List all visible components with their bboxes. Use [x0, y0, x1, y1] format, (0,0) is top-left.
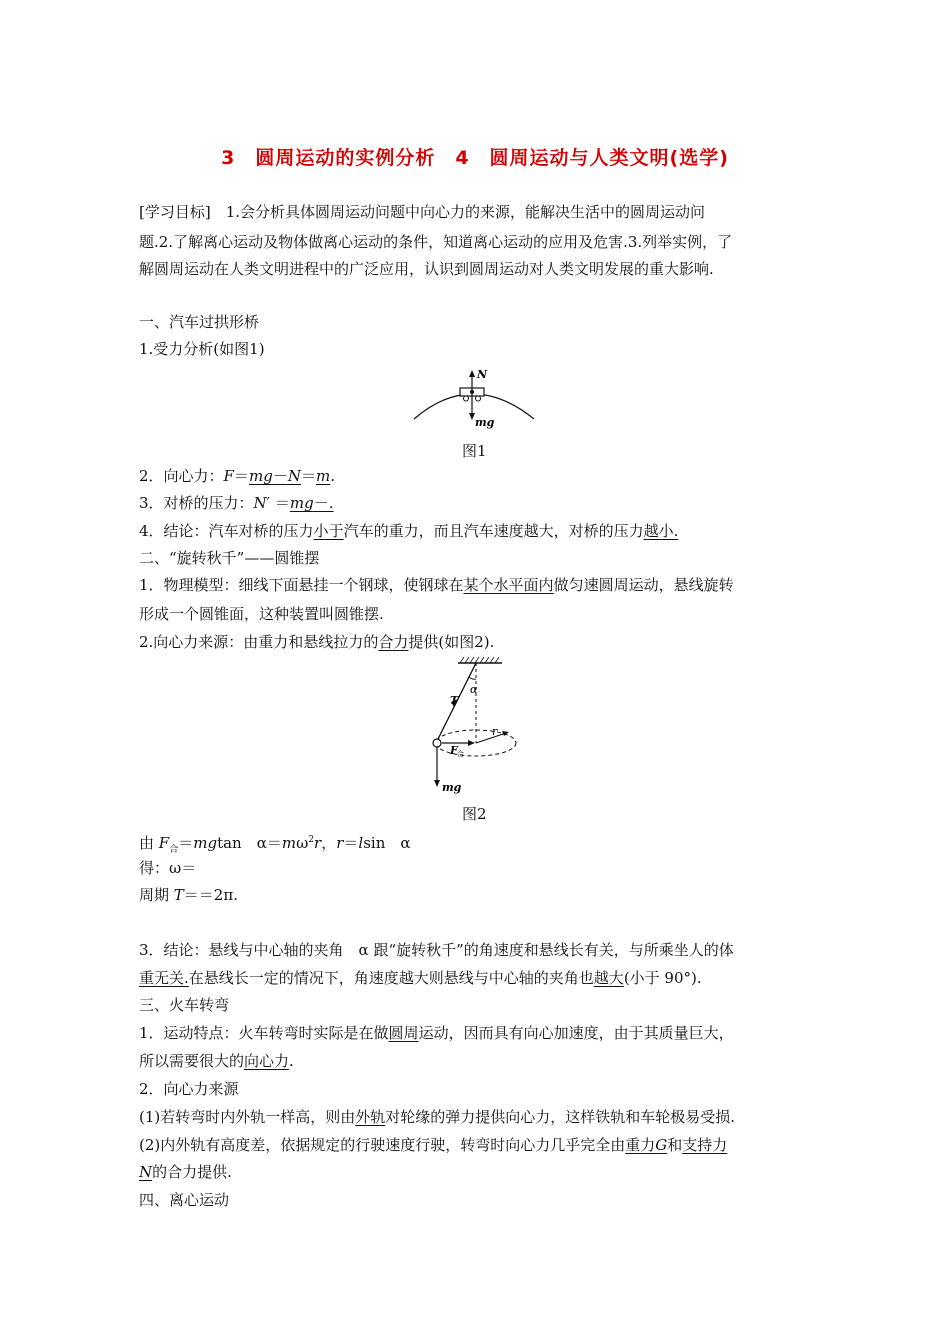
pendulum-item-1-line-1: 1．物理模型：细线下面悬挂一个钢球，使钢球在某个水平面内做匀速圆周运动，悬线旋转	[139, 576, 734, 594]
radius-arrowhead	[502, 731, 509, 736]
pendulum-period-result: 周期 T＝＝2π.	[139, 886, 238, 904]
car-wheel-right	[476, 396, 481, 401]
train-item-1-line-1: 1．运动特点：火车转弯时实际是在做圆周运动，因而具有向心加速度，由于其质量巨大，	[139, 1024, 734, 1042]
figure-2-caption: 图2	[462, 805, 487, 823]
pendulum-ball	[433, 739, 441, 747]
section-heading-train-turn: 三、火车转弯	[139, 996, 230, 1014]
figure-1-caption: 图1	[462, 442, 487, 460]
bridge-item-2: 2．向心力：F＝mg－N＝m.	[139, 467, 335, 485]
figure-2-conical-pendulum	[420, 655, 530, 800]
pendulum-item-2: 2.向心力来源：由重力和悬线拉力的合力提供(如图2).	[139, 633, 495, 651]
pendulum-force-equation: 由 $F_合=mgtan$ $\alpha=m\omega^2r$，r＝lsin α	[139, 834, 411, 855]
pendulum-omega-result: 得：ω＝	[139, 859, 197, 877]
train-item-2: 2．向心力来源	[139, 1080, 239, 1098]
radius-line	[476, 733, 506, 743]
net-force-label: F	[450, 744, 458, 757]
bridge-item-4: 4．结论：汽车对桥的压力小于汽车的重力，而且汽车速度越大，对桥的压力越小.	[139, 522, 679, 540]
section-heading-conical-pendulum: 二、“旋转秋千”——圆锥摆	[139, 549, 320, 567]
section-heading-centrifugal-motion: 四、离心运动	[139, 1191, 230, 1209]
train-item-2-sub-2-line-1: (2)内外轨有高度差，依据规定的行驶速度行驶，转弯时向心力几乎完全由重力G和支持力	[139, 1136, 728, 1154]
train-item-2-sub-1: (1)若转弯时内外轨一样高，则由外轨对轮缘的弹力提供向心力，这样铁轨和车轮极易受损.	[139, 1108, 736, 1126]
radius-label: r	[492, 725, 498, 738]
pendulum-gravity-arrowhead	[434, 780, 440, 787]
angle-arc	[469, 677, 476, 679]
pendulum-conclusion-line-2: 重无关.在悬线长一定的情况下，角速度越大则悬线与中心轴的夹角也越大(小于 90°).	[139, 969, 702, 987]
net-force-subscript: 合	[457, 750, 464, 758]
pendulum-item-1-line-2: 形成一个圆锥面，这种装置叫圆锥摆.	[139, 605, 384, 623]
bridge-item-1: 1.受力分析(如图1)	[139, 340, 265, 358]
objectives-line-1: [学习目标] 1.会分析具体圆周运动问题中向心力的来源，能解决生活中的圆周运动问	[139, 203, 706, 221]
train-item-2-sub-2-line-2: N的合力提供.	[139, 1163, 232, 1181]
section-heading-bridge: 一、汽车过拱形桥	[139, 313, 260, 331]
car-center-point	[470, 390, 474, 394]
angle-alpha-label: α	[470, 683, 478, 696]
page-title: 3 圆周运动的实例分析 4 圆周运动与人类文明(选学)	[221, 147, 729, 169]
car-wheel-left	[464, 396, 469, 401]
objectives-line-3: 解圆周运动在人类文明进程中的广泛应用，认识到圆周运动对人类文明发展的重大影响.	[139, 260, 714, 278]
net-force-arrowhead	[468, 740, 475, 746]
normal-force-label: N	[477, 368, 488, 381]
bridge-item-3: 3．对桥的压力：N′ ＝mg－.	[139, 494, 334, 512]
gravity-label: mg	[475, 416, 495, 429]
pendulum-gravity-label: mg	[442, 781, 462, 794]
figure-1-arch-bridge	[410, 365, 540, 435]
objectives-line-2: 题.2.了解离心运动及物体做离心运动的条件，知道离心运动的应用及危害.3.列举实例，了	[139, 233, 733, 251]
tension-label: T	[450, 694, 459, 707]
train-item-1-line-2: 所以需要很大的向心力.	[139, 1052, 294, 1070]
ceiling-hatch	[460, 657, 499, 663]
normal-force-arrowhead	[469, 370, 475, 377]
pendulum-conclusion-line-1: 3．结论：悬线与中心轴的夹角 α 跟“旋转秋千”的角速度和悬线长有关，与所乘坐人的体	[139, 941, 734, 959]
